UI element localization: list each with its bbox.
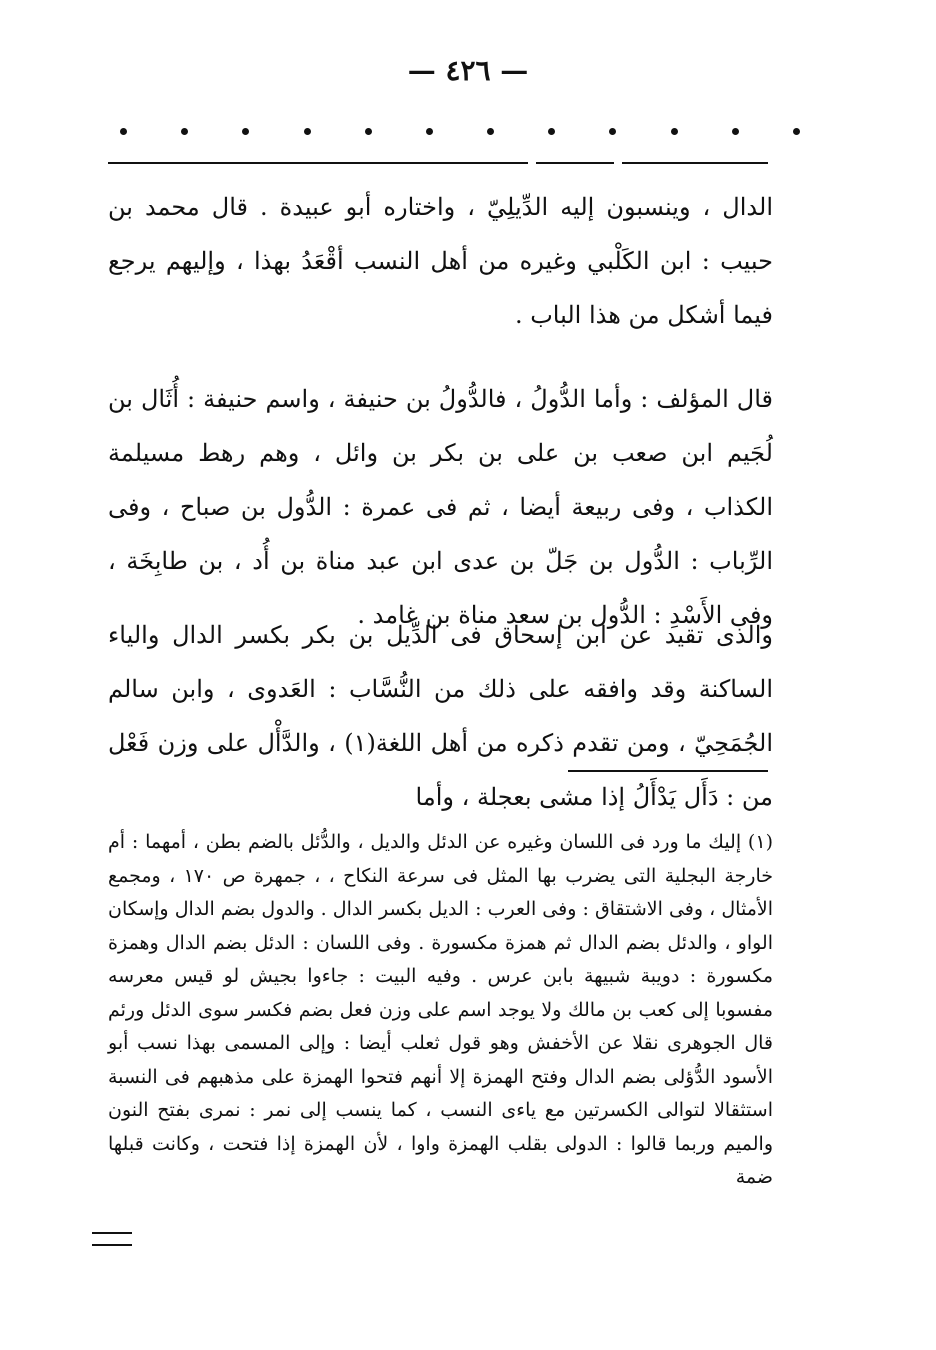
ornament-dot [548,128,555,135]
page-number: — ٤٢٦ — [407,54,529,87]
ornament-dot [487,128,494,135]
ornament-dot [242,128,249,135]
header-rule-segment [536,162,614,164]
paragraph: والذى تقيد عن ابن إسحاق فى الدِّيل بن بكر بكسر الدال والياء الساكنة وقد وافقه على ذلك من النُّسَّاب : العَدوى ، وابن سالم الجُمَحِيّ ، ومن تقدم ذكره من أهل اللغة(١) ، والدَّأْل على وزن فَعْل من : دَأَل يَدْأَلُ إذا مشى بعجلة ، وأما [108,621,773,811]
ornament-dots [120,128,800,135]
ornament-dot [120,128,127,135]
main-text [108,608,773,824]
ornament-dot [426,128,433,135]
paragraph: الدال ، وينسبون إليه الدِّيلِيّ ، واختاره أبو عبيدة . قال محمد بن حبيب : ابن الكَلْبي وغيره من أهل النسب أقْعَدُ بهذا ، وإليهم يرجع فيما أشكل من هذا الباب . [108,193,773,329]
main-text [108,372,773,642]
ornament-dot [609,128,616,135]
header-rule-segment [108,162,528,164]
continuation-mark [92,1232,132,1246]
footnote: (١) إليك ما ورد فى اللسان وغيره عن الدئل والديل ، والدُّئل بالضم بطن ، أمهما : أم خارجة البجلية التى يضرب بها المثل فى سرعة النكاح ، ، جمهرة ص ١٧٠ ، ومجمع الأمثال ، وفى الاشتقاق : وفى العرب : الديل بكسر الدال . والدول بضم الدال وإسكان الواو ، والدئل بضم الدال ثم همزة مكسورة . وفى اللسان : الدئل بضم الدال وهمزة مكسورة : دويبة شبيهة بابن عرس . وفيه البيت : جاءوا بجيش لو قيس معرسه مفسوبا إلى كعب بن مالك ولا يوجد اسم على وزن فعل بضم فكسر سوى الدئل ورئم قال الجوهرى نقلا عن الأخفش وهو قول ثعلب أيضا : وإلى المسمى بهذا نسب أبو الأسود الدُّؤلى بضم الدال وفتح الهمزة إلا أنهم فتحوا الهمزة على مذهبهم فى النسبة استثقالا لتوالى الكسرتين مع ياءى النسب ، كما ينسب إلى نمر : نمرى بفتح النون والميم وربما قالوا : الدولى بقلب الهمزة واوا ، لأن الهمزة إذا فتحت ، وكانت قبلها ضمة [108,831,773,1188]
main-text [108,180,773,342]
ornament-dot [181,128,188,135]
paragraph: قال المؤلف : وأما الدُّولُ ، فالدُّولُ بن حنيفة ، واسم حنيفة : أُثَال بن لُجَيم ابن صعب بن على بن بكر بن وائل ، وهم رهط مسيلمة الكذاب ، وفى ربيعة أيضا ، ثم فى عمرة : الدُّول بن صباح ، وفى الرِّباب : الدُّول بن جَلّ بن عدى ابن عبد مناة بن أُد ، بن طابِخَة ، وفى الأَسْدِ : الدُّول بن سعد مناة بن غامد . [108,385,773,629]
ornament-dot [793,128,800,135]
header-rule [108,160,768,170]
ornament-dot [671,128,678,135]
footnote-separator [568,770,768,772]
header-rule-segment [622,162,768,164]
ornament-dot [365,128,372,135]
ornament-dot [732,128,739,135]
ornament-dot [304,128,311,135]
